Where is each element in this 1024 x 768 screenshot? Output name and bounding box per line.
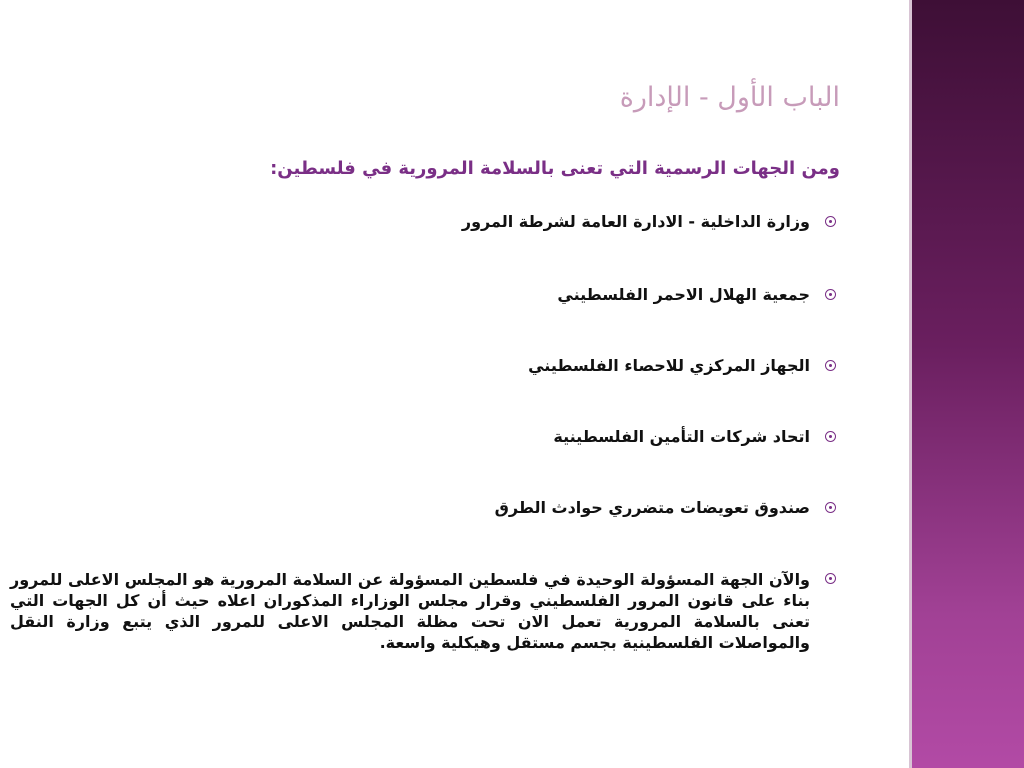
bullet-item-paragraph	[10, 569, 840, 653]
circled-dot-icon	[825, 289, 836, 300]
decorative-side-band	[912, 0, 1024, 768]
bullet-text: والآن الجهة المسؤولة الوحيدة في فلسطين المسؤولة عن السلامة المرورية هو المجلس الاعلى للمرور بناء على قانون المرور الفلسطيني وقرار مجلس الوزاراء المذكوران اعلاه حيث أن كل الجهات التي تعنى بالسلامة المرورية تعمل الان تحت مظلة المجلس الاعلى للمرور الذي يتبع وزارة النقل والمواصلات الفلسطينية بجسم مستقل وهيكلية واسعة.	[10, 570, 810, 652]
circled-dot-icon	[825, 360, 836, 371]
slide-content	[10, 0, 840, 768]
bullet-text: الجهاز المركزي للاحصاء الفلسطيني	[528, 356, 810, 375]
bullet-text: وزارة الداخلية - الادارة العامة لشرطة المرور	[461, 212, 810, 231]
bullet-item	[10, 498, 840, 517]
circled-dot-icon	[825, 502, 836, 513]
circled-dot-icon	[825, 216, 836, 227]
bullet-text: صندوق تعويضات متضرري حوادث الطرق	[494, 498, 810, 517]
bullet-text: اتحاد شركات التأمين الفلسطينية	[553, 427, 810, 446]
circled-dot-icon	[825, 573, 836, 584]
slide-title: الباب الأول - الإدارة	[619, 82, 840, 113]
bullet-text: جمعية الهلال الاحمر الفلسطيني	[557, 285, 810, 304]
bullet-item	[10, 285, 840, 304]
bullet-item	[10, 212, 840, 231]
circled-dot-icon	[825, 431, 836, 442]
bullet-item	[10, 356, 840, 375]
bullet-item	[10, 427, 840, 446]
slide-subtitle: ومن الجهات الرسمية التي تعنى بالسلامة المرورية في فلسطين:	[270, 158, 840, 179]
